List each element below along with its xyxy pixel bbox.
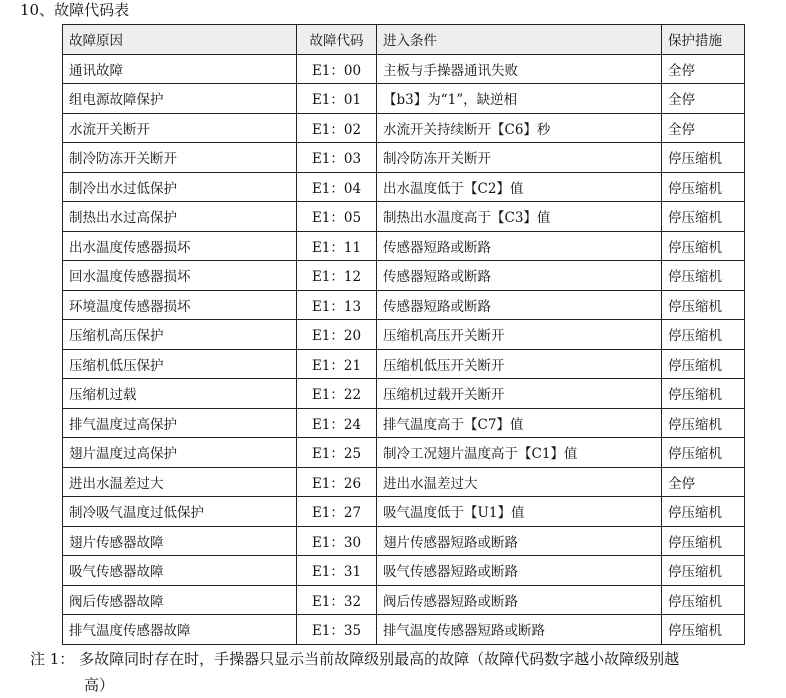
table-row <box>63 349 745 379</box>
fault-cause-cell: 阀后传感器故障 <box>63 585 297 615</box>
entry-condition-cell: 吸气传感器短路或断路 <box>377 556 662 586</box>
entry-condition-cell: 阀后传感器短路或断路 <box>377 585 662 615</box>
fault-code-cell: E1：05 <box>297 202 377 232</box>
table-row <box>63 84 745 114</box>
entry-condition-cell: 传感器短路或断路 <box>377 261 662 291</box>
fault-code-cell: E1：00 <box>297 54 377 84</box>
fault-code-cell: E1：27 <box>297 497 377 527</box>
protection-measure-cell: 停压缩机 <box>662 261 745 291</box>
entry-condition-cell: 压缩机过载开关断开 <box>377 379 662 409</box>
fault-cause-cell: 翅片传感器故障 <box>63 526 297 556</box>
fault-cause-cell: 制冷防冻开关断开 <box>63 143 297 173</box>
protection-measure-cell: 停压缩机 <box>662 379 745 409</box>
table-row <box>63 143 745 173</box>
fault-code-cell: E1：35 <box>297 615 377 645</box>
entry-condition-cell: 吸气温度低于【U1】值 <box>377 497 662 527</box>
protection-measure-cell: 停压缩机 <box>662 556 745 586</box>
fault-cause-cell: 出水温度传感器损坏 <box>63 231 297 261</box>
table-row <box>63 172 745 202</box>
table-row <box>63 379 745 409</box>
entry-condition-cell: 【b3】为“1”，缺逆相 <box>377 84 662 114</box>
fault-code-cell: E1：12 <box>297 261 377 291</box>
header-entry-condition: 进入条件 <box>377 25 662 55</box>
fault-code-cell: E1：30 <box>297 526 377 556</box>
header-fault-code: 故障代码 <box>297 25 377 55</box>
protection-measure-cell: 停压缩机 <box>662 320 745 350</box>
fault-cause-cell: 制冷出水过低保护 <box>63 172 297 202</box>
fault-code-cell: E1：20 <box>297 320 377 350</box>
fault-cause-cell: 组电源故障保护 <box>63 84 297 114</box>
table-row <box>63 497 745 527</box>
section-title: 10、故障代码表 <box>20 1 130 19</box>
entry-condition-cell: 制冷防冻开关断开 <box>377 143 662 173</box>
footnote-continuation: 高） <box>84 676 115 694</box>
protection-measure-cell: 全停 <box>662 54 745 84</box>
table-row <box>63 54 745 84</box>
protection-measure-cell: 全停 <box>662 84 745 114</box>
table-row <box>63 261 745 291</box>
entry-condition-cell: 水流开关持续断开【C6】秒 <box>377 113 662 143</box>
fault-code-cell: E1：31 <box>297 556 377 586</box>
protection-measure-cell: 停压缩机 <box>662 438 745 468</box>
protection-measure-cell: 停压缩机 <box>662 497 745 527</box>
table-row <box>63 408 745 438</box>
fault-code-table <box>62 24 745 645</box>
table-row <box>63 231 745 261</box>
header-fault-cause: 故障原因 <box>63 25 297 55</box>
fault-cause-cell: 通讯故障 <box>63 54 297 84</box>
fault-code-cell: E1：01 <box>297 84 377 114</box>
fault-code-cell: E1：11 <box>297 231 377 261</box>
entry-condition-cell: 排气温度传感器短路或断路 <box>377 615 662 645</box>
fault-code-cell: E1：04 <box>297 172 377 202</box>
fault-code-cell: E1：26 <box>297 467 377 497</box>
entry-condition-cell: 进出水温差过大 <box>377 467 662 497</box>
table-row <box>63 320 745 350</box>
table-header-row <box>63 25 745 55</box>
protection-measure-cell: 停压缩机 <box>662 615 745 645</box>
protection-measure-cell: 停压缩机 <box>662 231 745 261</box>
entry-condition-cell: 排气温度高于【C7】值 <box>377 408 662 438</box>
entry-condition-cell: 翅片传感器短路或断路 <box>377 526 662 556</box>
table-row <box>63 526 745 556</box>
entry-condition-cell: 传感器短路或断路 <box>377 290 662 320</box>
fault-cause-cell: 制热出水过高保护 <box>63 202 297 232</box>
fault-table-body <box>63 54 745 644</box>
fault-cause-cell: 压缩机低压保护 <box>63 349 297 379</box>
fault-cause-cell: 回水温度传感器损坏 <box>63 261 297 291</box>
fault-code-cell: E1：13 <box>297 290 377 320</box>
table-row <box>63 556 745 586</box>
entry-condition-cell: 压缩机低压开关断开 <box>377 349 662 379</box>
fault-cause-cell: 排气温度传感器故障 <box>63 615 297 645</box>
fault-cause-cell: 吸气传感器故障 <box>63 556 297 586</box>
fault-cause-cell: 环境温度传感器损坏 <box>63 290 297 320</box>
table-row <box>63 290 745 320</box>
protection-measure-cell: 停压缩机 <box>662 143 745 173</box>
protection-measure-cell: 停压缩机 <box>662 290 745 320</box>
fault-code-cell: E1：25 <box>297 438 377 468</box>
fault-cause-cell: 压缩机过载 <box>63 379 297 409</box>
table-row <box>63 438 745 468</box>
protection-measure-cell: 全停 <box>662 113 745 143</box>
fault-cause-cell: 排气温度过高保护 <box>63 408 297 438</box>
fault-code-cell: E1：21 <box>297 349 377 379</box>
fault-code-cell: E1：02 <box>297 113 377 143</box>
protection-measure-cell: 停压缩机 <box>662 172 745 202</box>
entry-condition-cell: 主板与手操器通讯失败 <box>377 54 662 84</box>
fault-cause-cell: 翅片温度过高保护 <box>63 438 297 468</box>
entry-condition-cell: 制热出水温度高于【C3】值 <box>377 202 662 232</box>
footnote: 注 1： 多故障同时存在时，手操器只显示当前故障级别最高的故障（故障代码数字越小故障级别越 <box>30 650 680 668</box>
protection-measure-cell: 停压缩机 <box>662 349 745 379</box>
fault-code-cell: E1：24 <box>297 408 377 438</box>
entry-condition-cell: 制冷工况翅片温度高于【C1】值 <box>377 438 662 468</box>
fault-cause-cell: 压缩机高压保护 <box>63 320 297 350</box>
protection-measure-cell: 停压缩机 <box>662 526 745 556</box>
fault-cause-cell: 制冷吸气温度过低保护 <box>63 497 297 527</box>
fault-cause-cell: 水流开关断开 <box>63 113 297 143</box>
table-row <box>63 615 745 645</box>
entry-condition-cell: 传感器短路或断路 <box>377 231 662 261</box>
table-row <box>63 113 745 143</box>
fault-code-cell: E1：32 <box>297 585 377 615</box>
protection-measure-cell: 全停 <box>662 467 745 497</box>
entry-condition-cell: 出水温度低于【C2】值 <box>377 172 662 202</box>
fault-cause-cell: 进出水温差过大 <box>63 467 297 497</box>
protection-measure-cell: 停压缩机 <box>662 202 745 232</box>
table-row <box>63 585 745 615</box>
protection-measure-cell: 停压缩机 <box>662 585 745 615</box>
table-row <box>63 202 745 232</box>
fault-code-cell: E1：03 <box>297 143 377 173</box>
fault-code-cell: E1：22 <box>297 379 377 409</box>
table-row <box>63 467 745 497</box>
header-protection-measure: 保护措施 <box>662 25 745 55</box>
protection-measure-cell: 停压缩机 <box>662 408 745 438</box>
entry-condition-cell: 压缩机高压开关断开 <box>377 320 662 350</box>
